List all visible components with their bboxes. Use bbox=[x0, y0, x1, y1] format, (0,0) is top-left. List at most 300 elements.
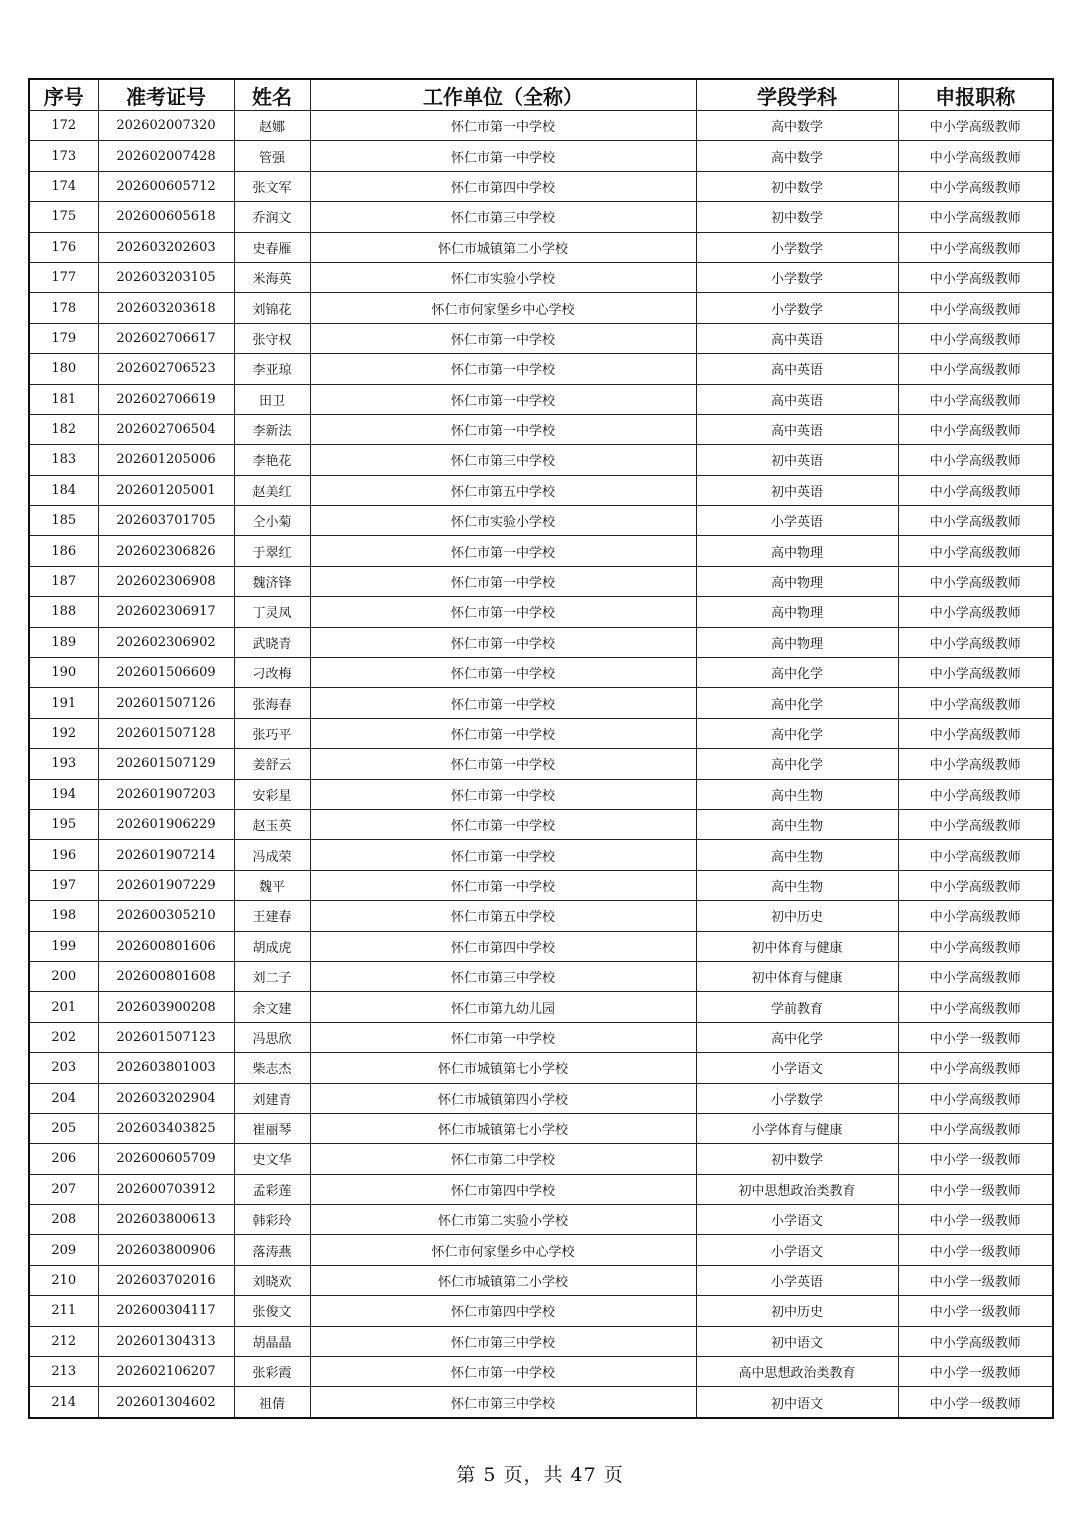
cell-exam-id: 202602007428 bbox=[98, 141, 234, 171]
cell-seq: 192 bbox=[29, 718, 98, 748]
cell-seq: 213 bbox=[29, 1357, 98, 1387]
cell-exam-id: 202601304602 bbox=[98, 1387, 234, 1418]
cell-name: 于翠红 bbox=[234, 536, 310, 566]
cell-title: 中小学一级教师 bbox=[898, 1144, 1053, 1174]
cell-subject: 高中英语 bbox=[696, 354, 898, 384]
cell-seq: 183 bbox=[29, 445, 98, 475]
cell-exam-id: 202602706617 bbox=[98, 323, 234, 353]
cell-work-unit: 怀仁市第四中学校 bbox=[310, 171, 696, 201]
cell-exam-id: 202601906229 bbox=[98, 809, 234, 839]
table-row bbox=[29, 992, 1053, 1022]
cell-work-unit: 怀仁市第一中学校 bbox=[310, 779, 696, 809]
cell-name: 刁改梅 bbox=[234, 658, 310, 688]
roster-table bbox=[28, 78, 1054, 1419]
cell-work-unit: 怀仁市第四中学校 bbox=[310, 1174, 696, 1204]
cell-name: 丁灵凤 bbox=[234, 597, 310, 627]
cell-subject: 高中思想政治类教育 bbox=[696, 1357, 898, 1387]
cell-title: 中小学高级教师 bbox=[898, 597, 1053, 627]
cell-work-unit: 怀仁市第四中学校 bbox=[310, 1296, 696, 1326]
cell-exam-id: 202603900208 bbox=[98, 992, 234, 1022]
cell-name: 韩彩玲 bbox=[234, 1205, 310, 1235]
cell-seq: 178 bbox=[29, 293, 98, 323]
header-seq: 序号 bbox=[29, 79, 98, 111]
cell-title: 中小学高级教师 bbox=[898, 475, 1053, 505]
cell-seq: 199 bbox=[29, 931, 98, 961]
cell-title: 中小学高级教师 bbox=[898, 323, 1053, 353]
header-exam-id: 准考证号 bbox=[98, 79, 234, 111]
cell-seq: 185 bbox=[29, 506, 98, 536]
cell-seq: 182 bbox=[29, 414, 98, 444]
cell-name: 魏济锋 bbox=[234, 566, 310, 596]
table-row bbox=[29, 171, 1053, 201]
cell-name: 姜舒云 bbox=[234, 749, 310, 779]
cell-work-unit: 怀仁市第三中学校 bbox=[310, 445, 696, 475]
table-row bbox=[29, 445, 1053, 475]
cell-seq: 201 bbox=[29, 992, 98, 1022]
cell-subject: 初中体育与健康 bbox=[696, 961, 898, 991]
cell-title: 中小学高级教师 bbox=[898, 931, 1053, 961]
cell-subject: 初中历史 bbox=[696, 901, 898, 931]
cell-subject: 小学体育与健康 bbox=[696, 1113, 898, 1143]
table-row bbox=[29, 627, 1053, 657]
cell-title: 中小学高级教师 bbox=[898, 566, 1053, 596]
cell-title: 中小学高级教师 bbox=[898, 171, 1053, 201]
cell-title: 中小学高级教师 bbox=[898, 992, 1053, 1022]
cell-work-unit: 怀仁市第五中学校 bbox=[310, 901, 696, 931]
cell-subject: 小学数学 bbox=[696, 1083, 898, 1113]
table-row bbox=[29, 688, 1053, 718]
cell-name: 张守权 bbox=[234, 323, 310, 353]
table-row bbox=[29, 1296, 1053, 1326]
cell-title: 中小学高级教师 bbox=[898, 232, 1053, 262]
cell-name: 史文华 bbox=[234, 1144, 310, 1174]
cell-seq: 209 bbox=[29, 1235, 98, 1265]
table-row bbox=[29, 1205, 1053, 1235]
cell-seq: 177 bbox=[29, 262, 98, 292]
cell-title: 中小学高级教师 bbox=[898, 1053, 1053, 1083]
cell-work-unit: 怀仁市第一中学校 bbox=[310, 354, 696, 384]
table-row bbox=[29, 809, 1053, 839]
cell-work-unit: 怀仁市实验小学校 bbox=[310, 262, 696, 292]
cell-work-unit: 怀仁市第一中学校 bbox=[310, 688, 696, 718]
cell-seq: 210 bbox=[29, 1265, 98, 1295]
table-row bbox=[29, 1083, 1053, 1113]
table-row bbox=[29, 202, 1053, 232]
cell-name: 安彩星 bbox=[234, 779, 310, 809]
cell-subject: 初中数学 bbox=[696, 171, 898, 201]
cell-name: 管强 bbox=[234, 141, 310, 171]
cell-work-unit: 怀仁市城镇第七小学校 bbox=[310, 1053, 696, 1083]
cell-title: 中小学高级教师 bbox=[898, 840, 1053, 870]
cell-subject: 小学英语 bbox=[696, 506, 898, 536]
cell-subject: 初中体育与健康 bbox=[696, 931, 898, 961]
header-name: 姓名 bbox=[234, 79, 310, 111]
cell-work-unit: 怀仁市第一中学校 bbox=[310, 141, 696, 171]
cell-seq: 179 bbox=[29, 323, 98, 353]
cell-title: 中小学高级教师 bbox=[898, 779, 1053, 809]
cell-name: 张巧平 bbox=[234, 718, 310, 748]
table-row bbox=[29, 961, 1053, 991]
cell-subject: 高中英语 bbox=[696, 323, 898, 353]
cell-title: 中小学高级教师 bbox=[898, 141, 1053, 171]
cell-seq: 212 bbox=[29, 1326, 98, 1356]
cell-work-unit: 怀仁市第一中学校 bbox=[310, 536, 696, 566]
cell-subject: 小学语文 bbox=[696, 1053, 898, 1083]
page-footer: 第 5 页，共 47 页 bbox=[456, 1464, 624, 1486]
cell-name: 冯成荣 bbox=[234, 840, 310, 870]
cell-seq: 180 bbox=[29, 354, 98, 384]
cell-subject: 高中物理 bbox=[696, 597, 898, 627]
cell-seq: 214 bbox=[29, 1387, 98, 1418]
cell-seq: 188 bbox=[29, 597, 98, 627]
cell-title: 中小学一级教师 bbox=[898, 1174, 1053, 1204]
cell-exam-id: 202601304313 bbox=[98, 1326, 234, 1356]
cell-subject: 高中化学 bbox=[696, 1022, 898, 1052]
cell-seq: 205 bbox=[29, 1113, 98, 1143]
cell-exam-id: 202602106207 bbox=[98, 1357, 234, 1387]
table-row bbox=[29, 232, 1053, 262]
cell-title: 中小学高级教师 bbox=[898, 262, 1053, 292]
cell-subject: 小学数学 bbox=[696, 232, 898, 262]
cell-name: 落涛燕 bbox=[234, 1235, 310, 1265]
cell-name: 米海英 bbox=[234, 262, 310, 292]
cell-subject: 初中英语 bbox=[696, 475, 898, 505]
cell-work-unit: 怀仁市实验小学校 bbox=[310, 506, 696, 536]
cell-seq: 200 bbox=[29, 961, 98, 991]
cell-exam-id: 202601506609 bbox=[98, 658, 234, 688]
table-row bbox=[29, 779, 1053, 809]
cell-exam-id: 202603701705 bbox=[98, 506, 234, 536]
cell-work-unit: 怀仁市第一中学校 bbox=[310, 749, 696, 779]
cell-subject: 高中生物 bbox=[696, 840, 898, 870]
cell-title: 中小学高级教师 bbox=[898, 688, 1053, 718]
table-row bbox=[29, 566, 1053, 596]
cell-name: 冯思欣 bbox=[234, 1022, 310, 1052]
cell-title: 中小学高级教师 bbox=[898, 111, 1053, 141]
cell-subject: 高中物理 bbox=[696, 627, 898, 657]
cell-subject: 高中数学 bbox=[696, 141, 898, 171]
cell-work-unit: 怀仁市第一中学校 bbox=[310, 1357, 696, 1387]
cell-work-unit: 怀仁市第二中学校 bbox=[310, 1144, 696, 1174]
cell-seq: 174 bbox=[29, 171, 98, 201]
cell-subject: 小学数学 bbox=[696, 262, 898, 292]
cell-name: 李艳花 bbox=[234, 445, 310, 475]
table-row bbox=[29, 1113, 1053, 1143]
cell-exam-id: 202601907229 bbox=[98, 870, 234, 900]
cell-name: 柴志杰 bbox=[234, 1053, 310, 1083]
cell-work-unit: 怀仁市第五中学校 bbox=[310, 475, 696, 505]
table-row bbox=[29, 414, 1053, 444]
cell-name: 余文建 bbox=[234, 992, 310, 1022]
cell-seq: 181 bbox=[29, 384, 98, 414]
cell-work-unit: 怀仁市第三中学校 bbox=[310, 1326, 696, 1356]
cell-name: 张彩霞 bbox=[234, 1357, 310, 1387]
cell-work-unit: 怀仁市第一中学校 bbox=[310, 384, 696, 414]
cell-title: 中小学高级教师 bbox=[898, 354, 1053, 384]
cell-subject: 初中数学 bbox=[696, 202, 898, 232]
cell-work-unit: 怀仁市第一中学校 bbox=[310, 809, 696, 839]
cell-exam-id: 202602007320 bbox=[98, 111, 234, 141]
cell-seq: 211 bbox=[29, 1296, 98, 1326]
cell-title: 中小学高级教师 bbox=[898, 384, 1053, 414]
table-row bbox=[29, 840, 1053, 870]
cell-exam-id: 202601205001 bbox=[98, 475, 234, 505]
cell-exam-id: 202601907203 bbox=[98, 779, 234, 809]
cell-seq: 193 bbox=[29, 749, 98, 779]
cell-work-unit: 怀仁市第一中学校 bbox=[310, 597, 696, 627]
table-row bbox=[29, 870, 1053, 900]
cell-seq: 172 bbox=[29, 111, 98, 141]
table-header bbox=[29, 79, 1053, 111]
cell-work-unit: 怀仁市第四中学校 bbox=[310, 931, 696, 961]
cell-exam-id: 202600305210 bbox=[98, 901, 234, 931]
cell-work-unit: 怀仁市第九幼儿园 bbox=[310, 992, 696, 1022]
table-row bbox=[29, 1357, 1053, 1387]
cell-exam-id: 202603702016 bbox=[98, 1265, 234, 1295]
cell-name: 刘晓欢 bbox=[234, 1265, 310, 1295]
table-row bbox=[29, 1265, 1053, 1295]
cell-name: 祖倩 bbox=[234, 1387, 310, 1418]
cell-title: 中小学一级教师 bbox=[898, 1235, 1053, 1265]
cell-seq: 207 bbox=[29, 1174, 98, 1204]
cell-exam-id: 202603202904 bbox=[98, 1083, 234, 1113]
table-row bbox=[29, 141, 1053, 171]
cell-title: 中小学一级教师 bbox=[898, 1296, 1053, 1326]
cell-work-unit: 怀仁市何家堡乡中心学校 bbox=[310, 293, 696, 323]
cell-exam-id: 202603800906 bbox=[98, 1235, 234, 1265]
cell-seq: 175 bbox=[29, 202, 98, 232]
cell-seq: 189 bbox=[29, 627, 98, 657]
cell-name: 史春雁 bbox=[234, 232, 310, 262]
cell-title: 中小学高级教师 bbox=[898, 870, 1053, 900]
cell-work-unit: 怀仁市城镇第七小学校 bbox=[310, 1113, 696, 1143]
cell-name: 赵美红 bbox=[234, 475, 310, 505]
table-row bbox=[29, 931, 1053, 961]
cell-title: 中小学高级教师 bbox=[898, 202, 1053, 232]
cell-seq: 191 bbox=[29, 688, 98, 718]
cell-subject: 高中化学 bbox=[696, 658, 898, 688]
cell-subject: 高中数学 bbox=[696, 111, 898, 141]
cell-exam-id: 202603202603 bbox=[98, 232, 234, 262]
cell-name: 刘二子 bbox=[234, 961, 310, 991]
cell-subject: 初中英语 bbox=[696, 445, 898, 475]
cell-seq: 173 bbox=[29, 141, 98, 171]
table-row bbox=[29, 506, 1053, 536]
cell-work-unit: 怀仁市第一中学校 bbox=[310, 870, 696, 900]
cell-subject: 初中思想政治类教育 bbox=[696, 1174, 898, 1204]
cell-exam-id: 202601507129 bbox=[98, 749, 234, 779]
cell-work-unit: 怀仁市第三中学校 bbox=[310, 202, 696, 232]
cell-name: 李新法 bbox=[234, 414, 310, 444]
cell-seq: 202 bbox=[29, 1022, 98, 1052]
cell-seq: 195 bbox=[29, 809, 98, 839]
cell-work-unit: 怀仁市第三中学校 bbox=[310, 961, 696, 991]
cell-name: 孟彩莲 bbox=[234, 1174, 310, 1204]
cell-title: 中小学高级教师 bbox=[898, 749, 1053, 779]
cell-title: 中小学一级教师 bbox=[898, 1022, 1053, 1052]
cell-subject: 高中英语 bbox=[696, 414, 898, 444]
cell-title: 中小学高级教师 bbox=[898, 901, 1053, 931]
cell-name: 赵娜 bbox=[234, 111, 310, 141]
cell-subject: 高中生物 bbox=[696, 809, 898, 839]
cell-work-unit: 怀仁市第一中学校 bbox=[310, 840, 696, 870]
table-row bbox=[29, 1144, 1053, 1174]
cell-work-unit: 怀仁市第一中学校 bbox=[310, 414, 696, 444]
cell-work-unit: 怀仁市第一中学校 bbox=[310, 1022, 696, 1052]
cell-seq: 208 bbox=[29, 1205, 98, 1235]
cell-seq: 186 bbox=[29, 536, 98, 566]
cell-subject: 高中英语 bbox=[696, 384, 898, 414]
cell-exam-id: 202603403825 bbox=[98, 1113, 234, 1143]
cell-subject: 初中语文 bbox=[696, 1326, 898, 1356]
cell-name: 胡晶晶 bbox=[234, 1326, 310, 1356]
cell-exam-id: 202602306902 bbox=[98, 627, 234, 657]
cell-work-unit: 怀仁市第一中学校 bbox=[310, 718, 696, 748]
cell-work-unit: 怀仁市第一中学校 bbox=[310, 323, 696, 353]
header-subject: 学段学科 bbox=[696, 79, 898, 111]
cell-title: 中小学一级教师 bbox=[898, 1265, 1053, 1295]
cell-subject: 初中语文 bbox=[696, 1387, 898, 1418]
table-row bbox=[29, 293, 1053, 323]
cell-exam-id: 202600605709 bbox=[98, 1144, 234, 1174]
roster-table-container bbox=[28, 78, 1052, 1419]
cell-title: 中小学一级教师 bbox=[898, 1357, 1053, 1387]
table-row bbox=[29, 749, 1053, 779]
cell-exam-id: 202600605712 bbox=[98, 171, 234, 201]
cell-name: 刘锦花 bbox=[234, 293, 310, 323]
table-row bbox=[29, 1387, 1053, 1418]
cell-name: 田卫 bbox=[234, 384, 310, 414]
cell-exam-id: 202602706619 bbox=[98, 384, 234, 414]
cell-name: 胡成虎 bbox=[234, 931, 310, 961]
table-row bbox=[29, 1235, 1053, 1265]
cell-subject: 小学语文 bbox=[696, 1235, 898, 1265]
cell-subject: 小学语文 bbox=[696, 1205, 898, 1235]
cell-work-unit: 怀仁市城镇第二小学校 bbox=[310, 232, 696, 262]
table-body bbox=[29, 111, 1053, 1418]
cell-exam-id: 202602306917 bbox=[98, 597, 234, 627]
cell-title: 中小学高级教师 bbox=[898, 658, 1053, 688]
cell-work-unit: 怀仁市第一中学校 bbox=[310, 627, 696, 657]
table-row bbox=[29, 111, 1053, 141]
cell-work-unit: 怀仁市第一中学校 bbox=[310, 658, 696, 688]
cell-exam-id: 202600703912 bbox=[98, 1174, 234, 1204]
table-row bbox=[29, 1022, 1053, 1052]
cell-title: 中小学高级教师 bbox=[898, 506, 1053, 536]
cell-exam-id: 202602306826 bbox=[98, 536, 234, 566]
table-row bbox=[29, 384, 1053, 414]
cell-seq: 190 bbox=[29, 658, 98, 688]
table-row bbox=[29, 718, 1053, 748]
cell-title: 中小学高级教师 bbox=[898, 1083, 1053, 1113]
cell-subject: 高中化学 bbox=[696, 718, 898, 748]
cell-seq: 204 bbox=[29, 1083, 98, 1113]
cell-exam-id: 202603800613 bbox=[98, 1205, 234, 1235]
cell-exam-id: 202600801608 bbox=[98, 961, 234, 991]
cell-name: 刘建青 bbox=[234, 1083, 310, 1113]
cell-work-unit: 怀仁市第三中学校 bbox=[310, 1387, 696, 1418]
cell-exam-id: 202601907214 bbox=[98, 840, 234, 870]
cell-seq: 198 bbox=[29, 901, 98, 931]
cell-work-unit: 怀仁市何家堡乡中心学校 bbox=[310, 1235, 696, 1265]
cell-seq: 187 bbox=[29, 566, 98, 596]
cell-name: 张海春 bbox=[234, 688, 310, 718]
cell-work-unit: 怀仁市第二实验小学校 bbox=[310, 1205, 696, 1235]
header-title: 申报职称 bbox=[898, 79, 1053, 111]
cell-name: 王建春 bbox=[234, 901, 310, 931]
cell-title: 中小学高级教师 bbox=[898, 1113, 1053, 1143]
cell-exam-id: 202603203618 bbox=[98, 293, 234, 323]
cell-exam-id: 202603203105 bbox=[98, 262, 234, 292]
cell-name: 张俊文 bbox=[234, 1296, 310, 1326]
cell-exam-id: 202601507128 bbox=[98, 718, 234, 748]
cell-work-unit: 怀仁市城镇第二小学校 bbox=[310, 1265, 696, 1295]
cell-subject: 高中物理 bbox=[696, 566, 898, 596]
header-work-unit: 工作单位（全称） bbox=[310, 79, 696, 111]
cell-seq: 197 bbox=[29, 870, 98, 900]
table-row bbox=[29, 1053, 1053, 1083]
table-row bbox=[29, 323, 1053, 353]
cell-exam-id: 202600304117 bbox=[98, 1296, 234, 1326]
header-row bbox=[29, 79, 1053, 111]
cell-subject: 高中生物 bbox=[696, 870, 898, 900]
cell-name: 武晓青 bbox=[234, 627, 310, 657]
cell-title: 中小学一级教师 bbox=[898, 1205, 1053, 1235]
cell-subject: 初中历史 bbox=[696, 1296, 898, 1326]
cell-exam-id: 202601507126 bbox=[98, 688, 234, 718]
cell-exam-id: 202603801003 bbox=[98, 1053, 234, 1083]
cell-name: 魏平 bbox=[234, 870, 310, 900]
cell-title: 中小学一级教师 bbox=[898, 1387, 1053, 1418]
cell-title: 中小学高级教师 bbox=[898, 961, 1053, 991]
cell-subject: 小学数学 bbox=[696, 293, 898, 323]
cell-title: 中小学高级教师 bbox=[898, 445, 1053, 475]
table-row bbox=[29, 354, 1053, 384]
table-row bbox=[29, 658, 1053, 688]
cell-title: 中小学高级教师 bbox=[898, 627, 1053, 657]
cell-title: 中小学高级教师 bbox=[898, 293, 1053, 323]
table-row bbox=[29, 901, 1053, 931]
table-row bbox=[29, 1174, 1053, 1204]
cell-name: 张文军 bbox=[234, 171, 310, 201]
cell-title: 中小学高级教师 bbox=[898, 1326, 1053, 1356]
table-row bbox=[29, 536, 1053, 566]
cell-subject: 高中物理 bbox=[696, 536, 898, 566]
cell-name: 赵玉英 bbox=[234, 809, 310, 839]
cell-subject: 高中化学 bbox=[696, 749, 898, 779]
table-row bbox=[29, 262, 1053, 292]
cell-work-unit: 怀仁市城镇第四小学校 bbox=[310, 1083, 696, 1113]
cell-title: 中小学高级教师 bbox=[898, 536, 1053, 566]
cell-exam-id: 202600801606 bbox=[98, 931, 234, 961]
cell-exam-id: 202601507123 bbox=[98, 1022, 234, 1052]
cell-subject: 高中化学 bbox=[696, 688, 898, 718]
cell-subject: 高中生物 bbox=[696, 779, 898, 809]
cell-work-unit: 怀仁市第一中学校 bbox=[310, 111, 696, 141]
table-row bbox=[29, 597, 1053, 627]
cell-seq: 194 bbox=[29, 779, 98, 809]
cell-title: 中小学高级教师 bbox=[898, 809, 1053, 839]
cell-seq: 196 bbox=[29, 840, 98, 870]
cell-subject: 小学英语 bbox=[696, 1265, 898, 1295]
cell-exam-id: 202601205006 bbox=[98, 445, 234, 475]
cell-exam-id: 202602306908 bbox=[98, 566, 234, 596]
cell-subject: 学前教育 bbox=[696, 992, 898, 1022]
cell-exam-id: 202600605618 bbox=[98, 202, 234, 232]
cell-subject: 初中数学 bbox=[696, 1144, 898, 1174]
cell-seq: 203 bbox=[29, 1053, 98, 1083]
cell-name: 崔丽琴 bbox=[234, 1113, 310, 1143]
